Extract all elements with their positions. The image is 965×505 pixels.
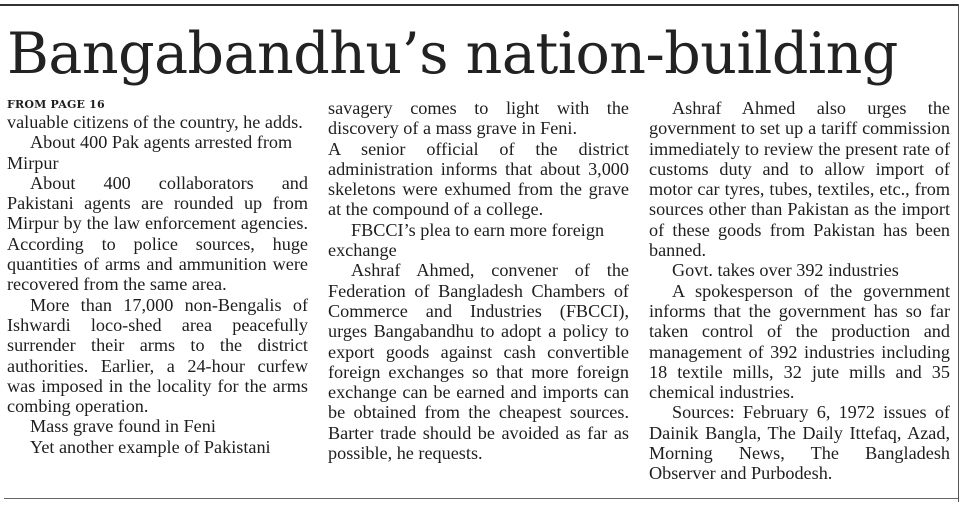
paragraph: Ashraf Ahmed also urges the government to set up a tariff commission immediately to review the present rate of customs duty and to allow import of motor car tyres, tubes, textiles, etc., from sources other than Pakistan as the import of these goods from Pakistan has been banned. [649, 98, 950, 261]
continued-from-label: FROM PAGE 16 [7, 98, 105, 111]
article-column-2 [328, 98, 629, 463]
paragraph: A spokesperson of the government informs that the government has so far taken control of the production and management of 392 industries including 18 textile mills, 32 jute mills and 35 chemical industries. [649, 280, 950, 403]
paragraph: valuable citizens of the country, he adds. [7, 112, 303, 132]
column-2-body [328, 98, 629, 463]
subheading: About 400 Pak agents arrested from Mirpur [7, 132, 293, 173]
column-1-body [7, 112, 308, 457]
paragraph: Yet another example of Pakistani [30, 436, 271, 457]
headline: Bangabandhu’s nation-building [7, 21, 898, 87]
paragraph: Sources: February 6, 1972 issues of Dainik Bangla, The Daily Ittefaq, Azad, Morning News, The Bangladesh Observer and Purbodesh. [649, 402, 950, 484]
paragraph: More than 17,000 non-Bengalis of Ishwardi loco-shed area peacefully surrender their arms to the district authorities. Earlier, a 24-hour curfew was imposed in the locality for the arms combing operation. [7, 294, 308, 417]
article-column-1 [7, 98, 308, 457]
paragraph: About 400 collaborators and Pakistani agents are rounded up from Mirpur by the law enforcement agencies. According to police sources, huge quantities of arms and ammunition were recovered from the same area. [7, 172, 308, 295]
subheading: Govt. takes over 392 industries [672, 260, 899, 281]
paragraph: savagery comes to light with the discovery of a mass grave in Feni. [328, 98, 629, 139]
top-rule [0, 4, 958, 6]
subheading: Mass grave found in Feni [30, 416, 216, 437]
article-column-3 [649, 98, 950, 484]
subheading: FBCCI’s plea to earn more foreign exchange [328, 219, 605, 261]
bottom-rule [4, 498, 958, 499]
right-rule [958, 4, 959, 502]
paragraph: Ashraf Ahmed, convener of the Federation of Bangladesh Chambers of Commerce and Industries (FBCCI), urges Bangabandhu to adopt a policy to export goods against cash convertible foreign exchanges so that more foreign exchange can be earned and imports can be obtained from the cheapest sources. Barter trade should be avoided as far as possible, he requests. [328, 260, 629, 464]
column-3-body [649, 98, 950, 484]
paragraph: A senior official of the district administration informs that about 3,000 skeletons were exhumed from the grave at the compound of a college. [328, 138, 629, 220]
